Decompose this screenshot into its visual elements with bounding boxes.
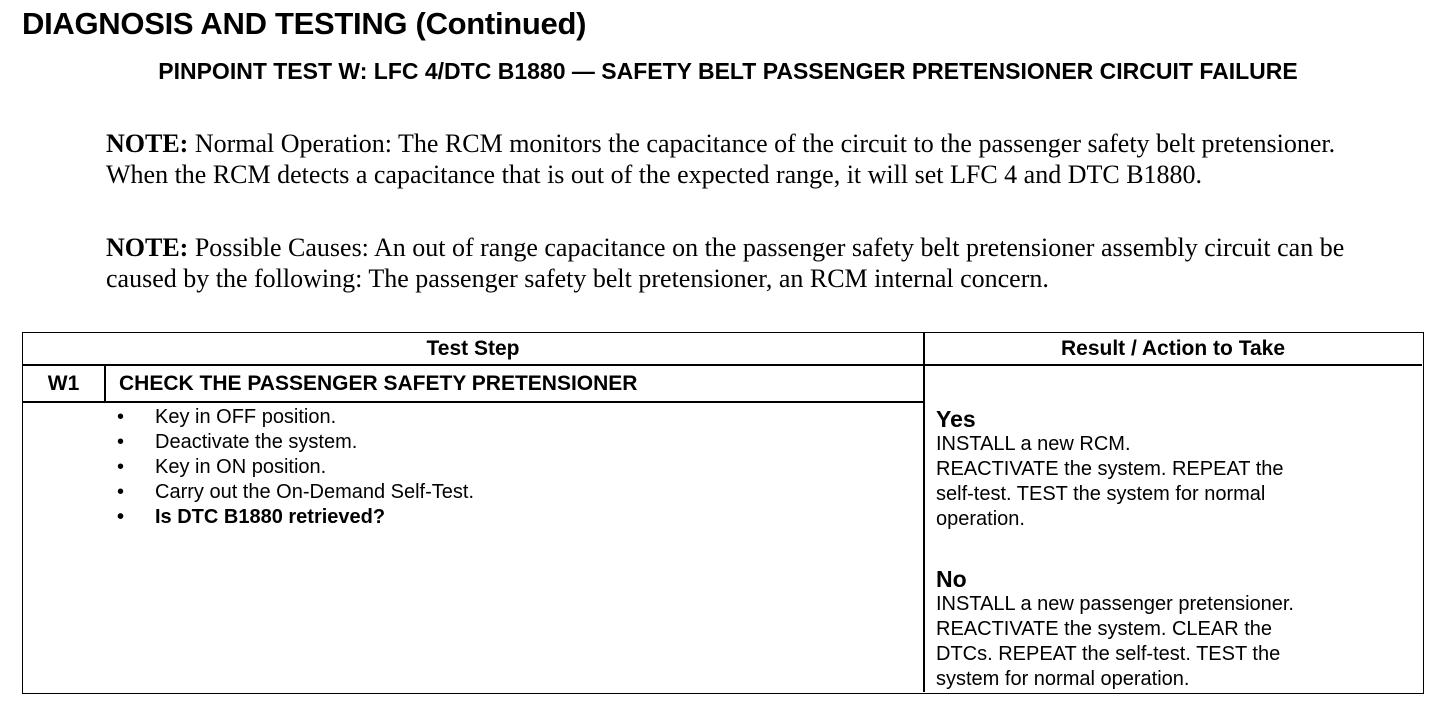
- instruction-question: Is DTC B1880 retrieved?: [155, 506, 386, 528]
- list-item: [117, 505, 474, 530]
- section-title: DIAGNOSIS AND TESTING (Continued): [22, 6, 587, 41]
- bullet-icon: •: [117, 406, 125, 428]
- instruction-text: Key in ON position.: [155, 456, 327, 478]
- result-yes: [936, 407, 1416, 532]
- list-item: [117, 480, 474, 505]
- result-line: INSTALL a new RCM.: [936, 433, 1131, 455]
- result-line: operation.: [936, 508, 1025, 530]
- result-line: self-test. TEST the system for normal: [936, 483, 1266, 505]
- note-possible-causes: [106, 232, 1356, 294]
- result-answer: Yes: [936, 406, 976, 432]
- bullet-icon: •: [117, 456, 125, 478]
- result-no: [936, 567, 1416, 692]
- pinpoint-test-title: PINPOINT TEST W: LFC 4/DTC B1880 — SAFETY BELT PASSENGER PRETENSIONER CIRCUIT FAILURE: [158, 58, 1298, 84]
- column-divider: [923, 333, 925, 692]
- bullet-icon: •: [117, 431, 125, 453]
- step-title-divider: [23, 401, 923, 403]
- list-item: [117, 455, 474, 480]
- note-normal-operation: [106, 128, 1356, 190]
- step-id: W1: [47, 372, 80, 395]
- result-answer: No: [936, 566, 967, 592]
- note-label: NOTE:: [106, 129, 189, 158]
- header-test-step: Test Step: [426, 337, 520, 360]
- instruction-text: Deactivate the system.: [155, 431, 358, 453]
- list-item: [117, 430, 474, 455]
- header-result-action: Result / Action to Take: [1060, 337, 1286, 360]
- instruction-text: Key in OFF position.: [155, 406, 337, 428]
- list-item: [117, 405, 474, 430]
- result-line: system for normal operation.: [936, 668, 1190, 690]
- step-id-divider: [104, 365, 106, 401]
- pinpoint-test-table: [22, 332, 1424, 694]
- bullet-icon: •: [117, 506, 125, 528]
- step-title: CHECK THE PASSENGER SAFETY PRETENSIONER: [119, 372, 638, 395]
- result-line: REACTIVATE the system. REPEAT the: [936, 458, 1284, 480]
- result-line: INSTALL a new passenger pretensioner.: [936, 593, 1294, 615]
- bullet-icon: •: [117, 481, 125, 503]
- step-instructions: [117, 405, 474, 530]
- note-text: Possible Causes: An out of range capacitance on the passenger safety belt pretensioner assembly circuit can be caused by the following: The passenger safety belt pretensioner, an RCM internal concern.: [106, 233, 1345, 293]
- note-label: NOTE:: [106, 233, 189, 262]
- result-line: DTCs. REPEAT the self-test. TEST the: [936, 643, 1281, 665]
- instruction-text: Carry out the On-Demand Self-Test.: [155, 481, 475, 503]
- note-text: Normal Operation: The RCM monitors the capacitance of the circuit to the passenger safety belt pretensioner. When the RCM detects a capacitance that is out of the expected range, it will set LFC 4 and DTC B1880.: [106, 129, 1336, 189]
- result-line: REACTIVATE the system. CLEAR the: [936, 618, 1273, 640]
